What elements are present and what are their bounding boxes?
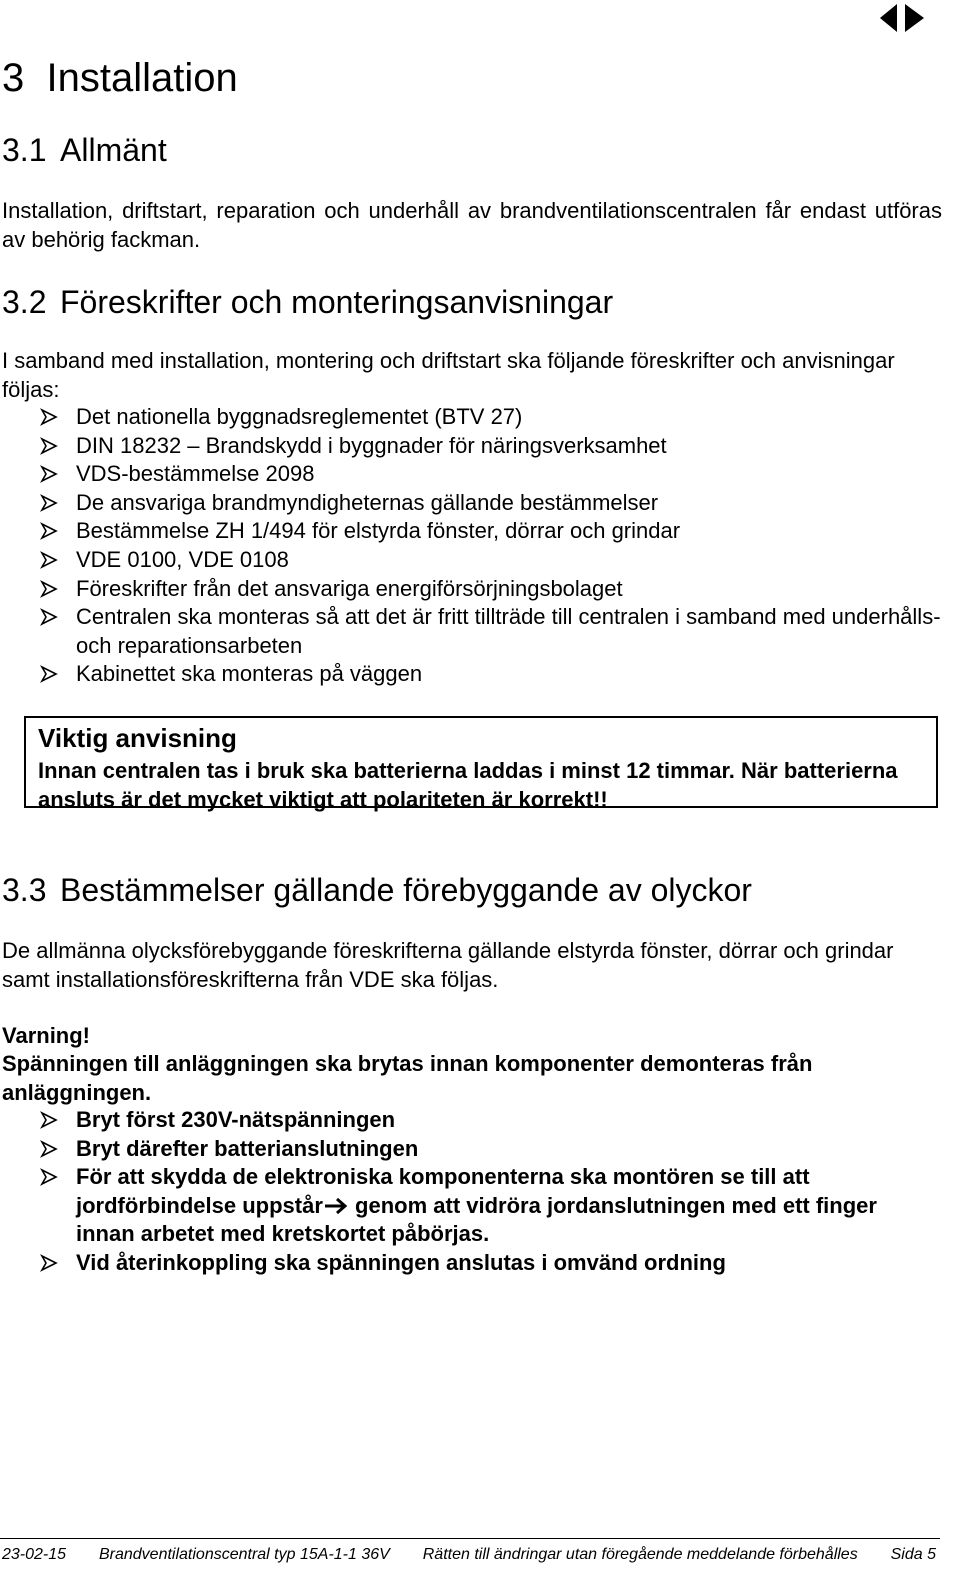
double-arrow-logo-icon: [880, 2, 924, 34]
arrowhead-bullet-icon: [40, 403, 58, 431]
arrowhead-bullet-icon: [40, 660, 58, 688]
list-item: [2, 432, 942, 461]
section-number: 3.1: [2, 132, 47, 168]
list-item: [2, 1163, 902, 1249]
list-item-text: Kabinettet ska monteras på väggen: [76, 661, 423, 687]
footer-date: 23-02-15: [2, 1546, 67, 1563]
arrowhead-bullet-icon: [40, 1163, 58, 1191]
list-item: [2, 660, 942, 689]
arrowhead-bullet-icon: [40, 1249, 58, 1277]
arrowhead-bullet-icon: [40, 546, 58, 574]
arrowhead-bullet-icon: [40, 1106, 58, 1134]
list-item: [2, 1106, 902, 1135]
section-heading-3-3: [2, 870, 752, 910]
chapter-heading: [2, 54, 238, 102]
list-item-text: Bestämmelse ZH 1/494 för elstyrda fönster, dörrar och grindar: [76, 518, 681, 544]
right-arrow-icon: [323, 1197, 349, 1215]
list-item: [2, 1135, 902, 1164]
list-item-text: Föreskrifter från det ansvariga energiförsörjningsbolaget: [76, 575, 623, 601]
footer-page-number: Sida 5: [890, 1546, 936, 1563]
list-item-text: Bryt först 230V-nätspänningen: [76, 1107, 396, 1132]
section-number: 3.2: [2, 284, 47, 320]
regulations-list: [2, 403, 942, 689]
page-footer: [2, 1544, 936, 1570]
list-item: [2, 546, 942, 575]
list-item: [2, 603, 942, 660]
important-notice-box: [24, 716, 938, 812]
list-item: [2, 1249, 902, 1278]
arrowhead-bullet-icon: [40, 432, 58, 460]
section-heading-3-1: [2, 130, 167, 170]
arrowhead-bullet-icon: [40, 1135, 58, 1163]
arrowhead-bullet-icon: [40, 460, 58, 488]
list-item: [2, 517, 942, 546]
list-item: [2, 489, 942, 518]
footer-product: Brandventilationscentral typ 15A-1-1 36V: [98, 1546, 390, 1563]
notice-text: Innan centralen tas i bruk ska batterierna laddas i minst 12 timmar. När batterierna ansluts är det mycket viktigt att polariteten är korrekt!!: [38, 758, 898, 812]
chapter-title: Installation: [46, 56, 238, 100]
arrowhead-bullet-icon: [40, 517, 58, 545]
section-3-3-text: De allmänna olycksförebyggande föreskrifterna gällande elstyrda fönster, dörrar och grindar samt installationsföreskrifterna från VDE ska följas.: [2, 938, 894, 992]
footer-divider: [0, 1538, 940, 1539]
warning-text: Spänningen till anläggningen ska brytas innan komponenter demonteras från anläggningen.: [2, 1051, 813, 1105]
section-3-1-text: Installation, driftstart, reparation och underhåll av brandventilationscentralen får endast utföras av behörig fackman.: [2, 198, 942, 252]
list-item-text: Centralen ska monteras så att det är fritt tillträde till centralen i samband med underhålls- och reparationsarbeten: [76, 604, 941, 658]
notice-title: Viktig anvisning: [38, 723, 237, 753]
list-item-text: Det nationella byggnadsreglementet (BTV 27): [76, 404, 523, 429]
list-item-text-after: genom att vidröra jordanslutningen med ett finger innan arbetet med kretskortet påbörjas.: [76, 1192, 877, 1247]
safety-steps-list: [2, 1106, 902, 1278]
chapter-number: 3: [2, 56, 25, 100]
list-item: [2, 403, 942, 432]
arrowhead-bullet-icon: [40, 603, 58, 631]
arrowhead-bullet-icon: [40, 489, 58, 517]
section-3-2-intro: I samband med installation, montering och driftstart ska följande föreskrifter och anvisningar följas:: [2, 348, 895, 402]
list-item-text: De ansvariga brandmyndigheternas gällande bestämmelser: [76, 489, 659, 515]
warning-label: Varning!: [2, 1023, 91, 1048]
section-title: Allmänt: [60, 132, 167, 168]
section-number: 3.3: [2, 872, 47, 908]
section-title: Föreskrifter och monteringsanvisningar: [60, 284, 614, 320]
list-item-text-before: För att skydda de elektroniska komponenterna ska montören se till att jordförbindelse uppstår: [76, 1164, 810, 1218]
arrowhead-bullet-icon: [40, 575, 58, 603]
list-item-text: VDE 0100, VDE 0108: [76, 546, 289, 572]
section-title: Bestämmelser gällande förebyggande av olyckor: [60, 872, 752, 908]
list-item-text: Vid återinkoppling ska spänningen anslutas i omvänd ordning: [76, 1249, 726, 1275]
footer-disclaimer: Rätten till ändringar utan föregående meddelande förbehålles: [422, 1546, 858, 1563]
list-item-text: Bryt därefter batterianslutningen: [76, 1135, 419, 1161]
list-item: [2, 575, 942, 604]
list-item: [2, 460, 942, 489]
list-item-text: VDS-bestämmelse 2098: [76, 461, 315, 487]
list-item-text: DIN 18232 – Brandskydd i byggnader för näringsverksamhet: [76, 432, 667, 458]
section-heading-3-2: [2, 282, 613, 322]
